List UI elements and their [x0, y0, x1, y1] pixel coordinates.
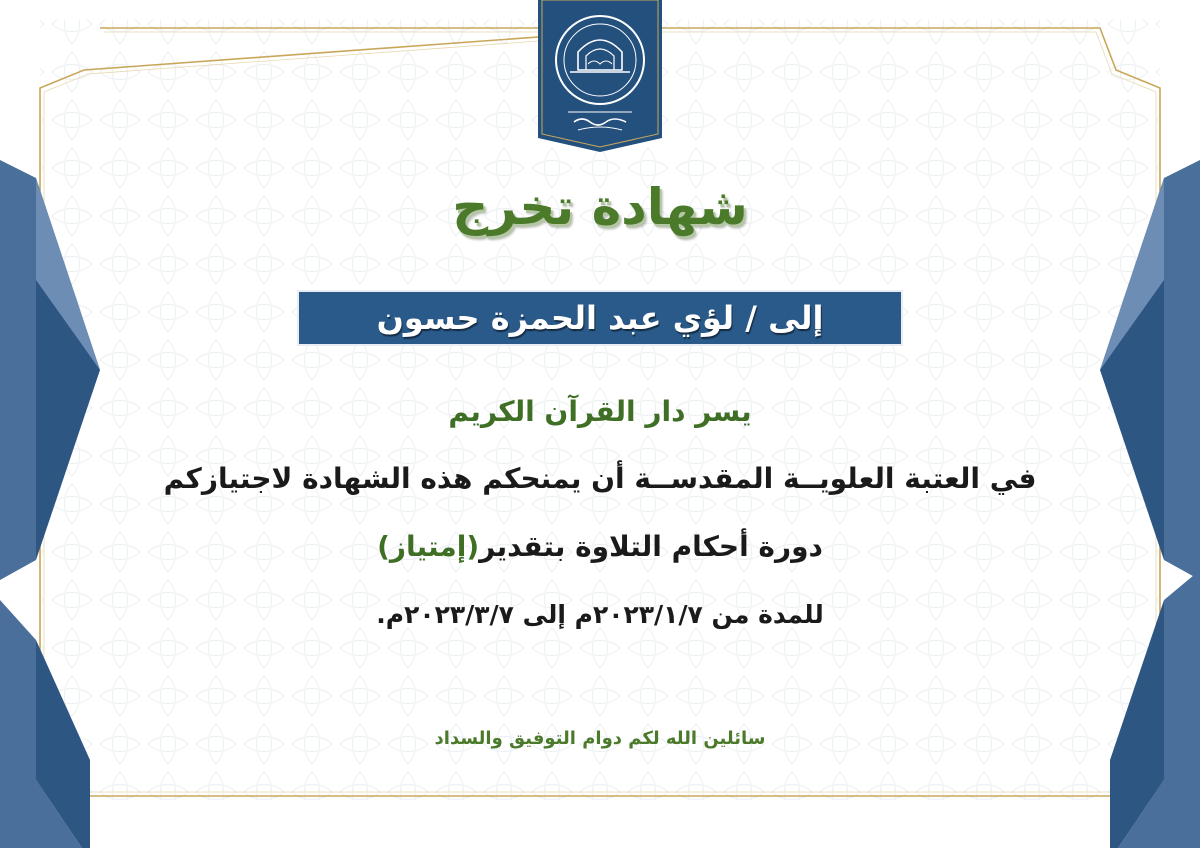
- course-name: دورة أحكام التلاوة بتقدير: [479, 530, 823, 563]
- period-line: للمدة من ٢٠٢٣/١/٧م إلى ٢٠٢٣/٣/٧م.: [376, 600, 824, 629]
- right-side-shape-top: [1164, 160, 1200, 580]
- certificate-title: شهادة تخرج: [452, 178, 748, 236]
- recipient-banner: [297, 290, 903, 346]
- closing-wish: سائلين الله لكم دوام التوفيق والسداد: [434, 728, 766, 749]
- grade: (إمتياز): [377, 530, 480, 563]
- left-side-shape-top: [0, 160, 36, 580]
- recipient-name: إلى / لؤي عبد الحمزة حسون: [376, 299, 824, 337]
- statement-line: في العتبة العلويــة المقدســة أن يمنحكم هذه الشهادة لاجتيازكم: [163, 462, 1037, 495]
- course-line: [150, 530, 1050, 563]
- issuer-line: يسر دار القرآن الكريم: [448, 395, 752, 428]
- shrine-emblem-icon: [538, 0, 662, 152]
